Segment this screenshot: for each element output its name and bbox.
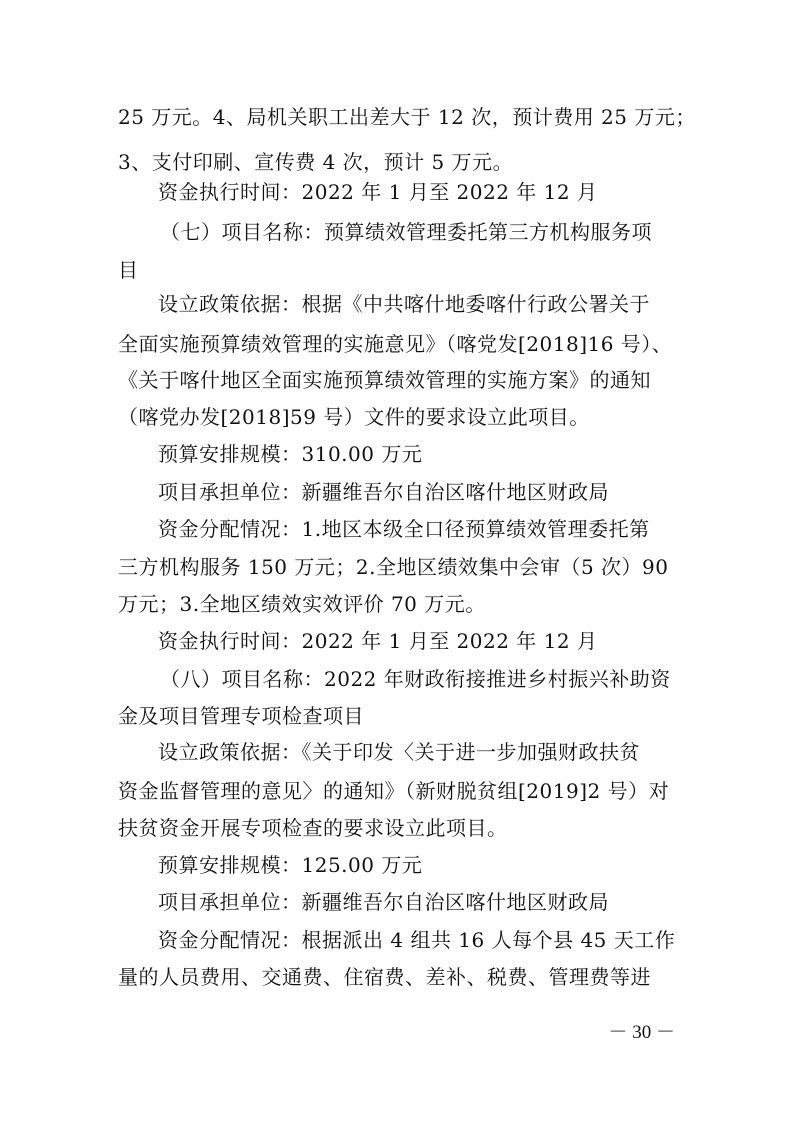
- text-line: 资金执行时间：2022 年 1 月至 2022 年 12 月: [158, 180, 598, 204]
- text-line: 扶贫资金开展专项检查的要求设立此项目。: [118, 816, 508, 840]
- section-heading: （八）项目名称：2022 年财政衔接推进乡村振兴补助资: [160, 667, 671, 691]
- text-line: 设立政策依据：《关于印发〈关于进一步加强财政扶贫: [158, 740, 640, 764]
- text-line: 万元；3.全地区绩效实效评价 70 万元。: [118, 592, 486, 616]
- text-line: 项目承担单位：新疆维吾尔自治区喀什地区财政局: [158, 480, 609, 504]
- section-heading: （七）项目名称：预算绩效管理委托第三方机构服务项: [160, 220, 652, 244]
- text-line: 预算安排规模：125.00 万元: [158, 853, 423, 877]
- text-line: 资金分配情况：根据派出 4 组共 16 人每个县 45 天工作: [158, 928, 676, 952]
- text-line: 项目承担单位：新疆维吾尔自治区喀什地区财政局: [158, 890, 609, 914]
- text-line: 资金分配情况：1.地区本级全口径预算绩效管理委托第: [158, 517, 650, 541]
- page-number: － 30 －: [608, 1022, 675, 1043]
- text-line: 《关于喀什地区全面实施预算绩效管理的实施方案》的通知: [118, 368, 651, 392]
- text-line: 全面实施预算绩效管理的实施意见》（喀党发[2018]16 号）、: [118, 332, 673, 356]
- text-line: 资金执行时间：2022 年 1 月至 2022 年 12 月: [158, 629, 598, 653]
- text-line: 3、支付印刷、宣传费 4 次，预计 5 万元。: [118, 150, 514, 174]
- text-line: 25 万元。4、局机关职工出差大于 12 次，预计费用 25 万元；: [118, 105, 696, 129]
- text-line: （喀党办发[2018]59 号）文件的要求设立此项目。: [118, 405, 590, 429]
- section-heading-continued: 目: [118, 258, 139, 282]
- text-line: 三方机构服务 150 万元；2.全地区绩效集中会审（5 次）90: [118, 555, 669, 579]
- text-line: 量的人员费用、交通费、住宿费、差补、税费、管理费等进: [118, 965, 651, 989]
- text-line: 设立政策依据：根据《中共喀什地委喀什行政公署关于: [158, 292, 650, 316]
- section-heading-continued: 金及项目管理专项检查项目: [118, 704, 364, 728]
- text-line: 资金监督管理的意见〉的通知》（新财脱贫组[2019]2 号）对: [118, 779, 670, 803]
- text-line: 预算安排规模：310.00 万元: [158, 442, 423, 466]
